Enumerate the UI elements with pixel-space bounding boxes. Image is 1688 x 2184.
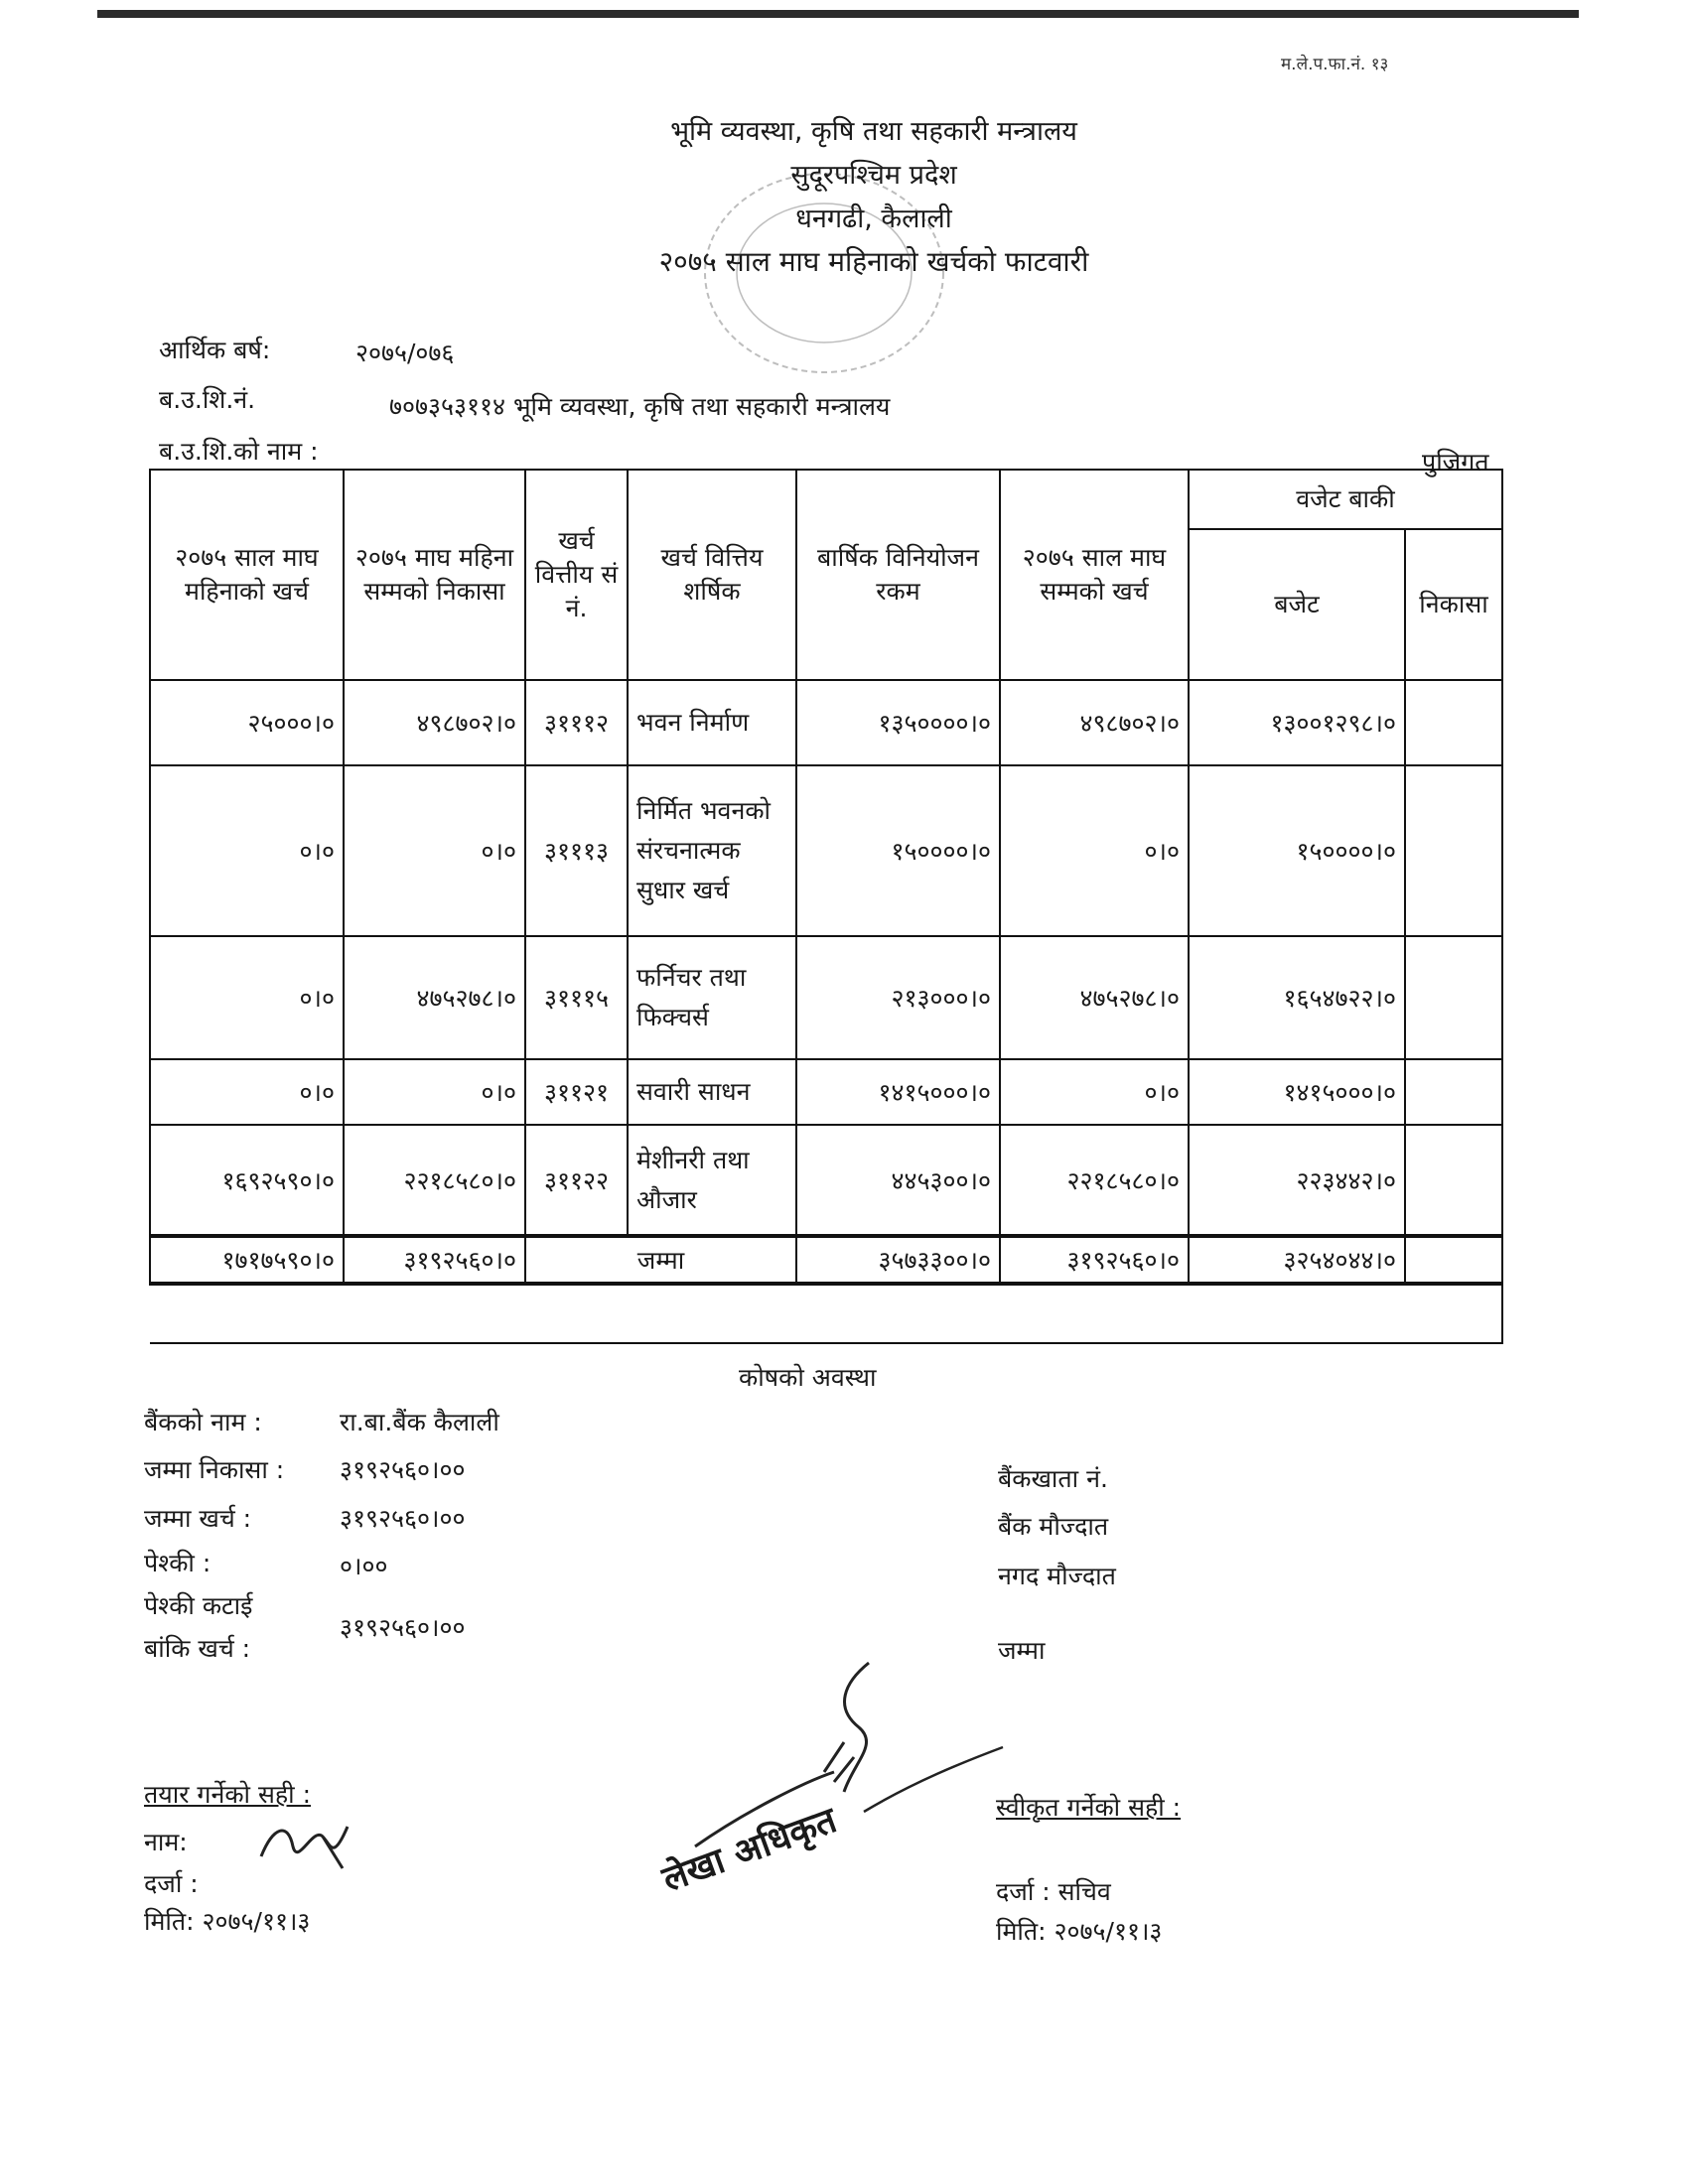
- table-row: [150, 1125, 1502, 1236]
- total-month-expense: १७१७५९०।०: [150, 1236, 344, 1284]
- cell-title: फर्निचर तथा फिक्चर्स: [628, 936, 796, 1059]
- total-row: [150, 1236, 1502, 1284]
- cell-title: मेशीनरी तथा औजार: [628, 1125, 796, 1236]
- advance-label: पेश्की :: [144, 1549, 211, 1577]
- bank-name-label: बैंकको नाम :: [144, 1408, 262, 1436]
- official-seal-icon: [695, 159, 953, 387]
- bank-balance-label: बैंक मौज्दात: [998, 1512, 1109, 1541]
- cell-cumulative-release: ०।०: [344, 1059, 525, 1125]
- col-header-cumulative-release: २०७५ माघ महिना सम्मको निकासा: [344, 470, 525, 680]
- net-expense-value: ३१९२५६०।००: [340, 1613, 466, 1642]
- cell-cumulative-expense: ४७५२७८।०: [1000, 936, 1189, 1059]
- fiscal-year-label: आर्थिक बर्ष:: [159, 336, 271, 364]
- cell-code: ३१११५: [525, 936, 628, 1059]
- bank-account-label: बैंकखाता नं.: [998, 1464, 1108, 1493]
- net-expense-label-2: बांकि खर्च :: [144, 1634, 251, 1663]
- cell-release-remaining: [1405, 680, 1502, 765]
- col-header-budget-remaining: वजेट बाकी: [1189, 470, 1502, 529]
- cell-cumulative-release: २२१८५८०।०: [344, 1125, 525, 1236]
- accounts-officer-stamp: लेखा अधिकृत: [657, 1800, 842, 1901]
- cell-budget-remaining: १४१५०००।०: [1189, 1059, 1405, 1125]
- total-release-remaining: [1405, 1236, 1502, 1284]
- cell-cumulative-release: ४७५२७८।०: [344, 936, 525, 1059]
- col-header-release: निकासा: [1405, 529, 1502, 680]
- cell-month-expense: ०।०: [150, 765, 344, 936]
- cell-cumulative-release: ४९८७०२।०: [344, 680, 525, 765]
- header-row: [150, 470, 1502, 529]
- cell-budget-remaining: १३००१२९८।०: [1189, 680, 1405, 765]
- advance-value: ०।००: [340, 1552, 388, 1580]
- col-header-month-expense: २०७५ साल माघ महिनाको खर्च: [150, 470, 344, 680]
- preparer-name-label: नाम:: [144, 1828, 188, 1856]
- total-budget-remaining: ३२५४०४४।०: [1189, 1236, 1405, 1284]
- preparer-signature-heading: तयार गर्नेको सही :: [144, 1780, 311, 1809]
- expense-category: पुजिगत: [1422, 448, 1489, 477]
- cell-budget-remaining: २२३४४२।०: [1189, 1125, 1405, 1236]
- col-header-title: खर्च वित्तिय शर्षिक: [628, 470, 796, 680]
- table-row: [150, 1059, 1502, 1125]
- cell-code: ३१११३: [525, 765, 628, 936]
- cash-balance-label: नगद मौज्दात: [998, 1562, 1116, 1590]
- bank-name-value: रा.बा.बैंक कैलाली: [340, 1408, 499, 1436]
- report-title: २०७५ साल माघ महिनाको खर्चको फाटवारी: [658, 245, 1089, 278]
- cell-annual-allocation: १५००००।०: [796, 765, 1000, 936]
- budget-code-label: ब.उ.शि.नं.: [159, 385, 256, 414]
- budget-code-value: ७०७३५३११४ भूमि व्यवस्था, कृषि तथा सहकारी मन्त्रालय: [389, 392, 891, 421]
- ministry-name: भूमि व्यवस्था, कृषि तथा सहकारी मन्त्रालय: [670, 116, 1077, 147]
- cell-cumulative-expense: ०।०: [1000, 765, 1189, 936]
- cell-budget-remaining: १५००००।०: [1189, 765, 1405, 936]
- total-cumulative-release: ३१९२५६०।०: [344, 1236, 525, 1284]
- blank-cell: [150, 1284, 1502, 1343]
- cell-cumulative-release: ०।०: [344, 765, 525, 936]
- cell-cumulative-expense: २२१८५८०।०: [1000, 1125, 1189, 1236]
- total-release-label: जम्मा निकासा :: [144, 1455, 285, 1484]
- cell-annual-allocation: २१३०००।०: [796, 936, 1000, 1059]
- cell-title: भवन निर्माण: [628, 680, 796, 765]
- total-expense-value: ३१९२५६०।००: [340, 1504, 466, 1533]
- table-row: [150, 765, 1502, 936]
- cell-cumulative-expense: ०।०: [1000, 1059, 1189, 1125]
- cell-release-remaining: [1405, 1125, 1502, 1236]
- cell-annual-allocation: १४१५०००।०: [796, 1059, 1000, 1125]
- table-row: [150, 936, 1502, 1059]
- fiscal-year-value: २०७५/०७६: [355, 339, 455, 367]
- scan-top-border: [97, 10, 1579, 18]
- expense-table: [149, 469, 1503, 1344]
- fund-status-heading: कोषको अवस्था: [739, 1363, 877, 1392]
- net-expense-label-1: पेश्की कटाई: [144, 1591, 253, 1620]
- total-cumulative-expense: ३१९२५६०।०: [1000, 1236, 1189, 1284]
- cell-month-expense: ०।०: [150, 936, 344, 1059]
- fund-total-label: जम्मा: [998, 1636, 1046, 1665]
- total-release-value: ३१९२५६०।००: [340, 1455, 466, 1484]
- cell-code: ३१११२: [525, 680, 628, 765]
- col-header-annual-allocation: बार्षिक विनियोजन रकम: [796, 470, 1000, 680]
- col-header-code: खर्च वित्तीय सं नं.: [525, 470, 628, 680]
- cell-budget-remaining: १६५४७२२।०: [1189, 936, 1405, 1059]
- total-expense-label: जम्मा खर्च :: [144, 1504, 252, 1533]
- form-reference: म.ले.प.फा.नं. १३: [1281, 55, 1389, 74]
- preparer-rank-label: दर्जा :: [144, 1869, 199, 1898]
- col-header-budget: बजेट: [1189, 529, 1405, 680]
- approver-date: मिति: २०७५/११।३: [996, 1917, 1163, 1946]
- table-row: [150, 680, 1502, 765]
- cell-cumulative-expense: ४९८७०२।०: [1000, 680, 1189, 765]
- cell-title: सवारी साधन: [628, 1059, 796, 1125]
- cell-code: ३११२१: [525, 1059, 628, 1125]
- approver-rank: दर्जा : सचिव: [996, 1877, 1111, 1906]
- preparer-date: मिति: २०७५/११।३: [144, 1907, 311, 1936]
- province-name: सुदूरपश्चिम प्रदेश: [790, 160, 957, 191]
- cell-month-expense: २५०००।०: [150, 680, 344, 765]
- cell-release-remaining: [1405, 1059, 1502, 1125]
- cell-month-expense: १६९२५९०।०: [150, 1125, 344, 1236]
- cell-annual-allocation: १३५००००।०: [796, 680, 1000, 765]
- cell-annual-allocation: ४४५३००।०: [796, 1125, 1000, 1236]
- total-annual-allocation: ३५७३३००।०: [796, 1236, 1000, 1284]
- preparer-signature-icon: [253, 1807, 372, 1876]
- cell-code: ३११२२: [525, 1125, 628, 1236]
- approver-signature-heading: स्वीकृत गर्नेको सही :: [996, 1793, 1182, 1822]
- cell-release-remaining: [1405, 765, 1502, 936]
- location-name: धनगढी, कैलाली: [795, 204, 952, 234]
- cell-release-remaining: [1405, 936, 1502, 1059]
- budget-name-label: ब.उ.शि.को नाम :: [159, 437, 319, 466]
- cell-month-expense: ०।०: [150, 1059, 344, 1125]
- blank-row: [150, 1284, 1502, 1343]
- cell-title: निर्मित भवनको संरचनात्मक सुधार खर्च: [628, 765, 796, 936]
- col-header-cumulative-expense: २०७५ साल माघ सम्मको खर्च: [1000, 470, 1189, 680]
- total-label: जम्मा: [525, 1236, 796, 1284]
